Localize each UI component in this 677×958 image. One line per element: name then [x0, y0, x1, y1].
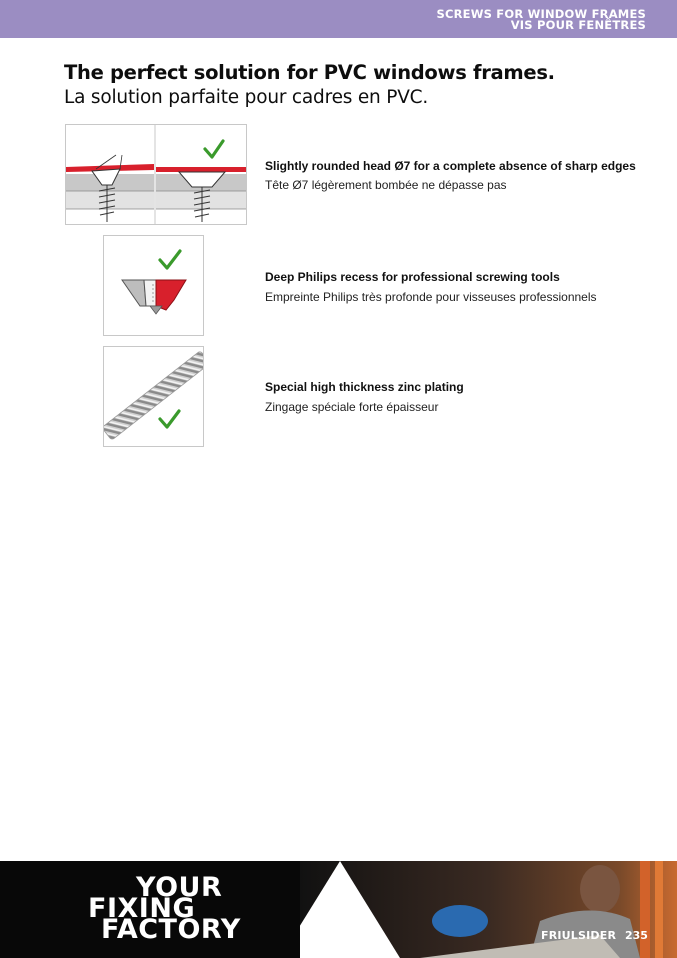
slogan-line-2: FIXING: [88, 893, 196, 924]
header-bar: [0, 0, 677, 38]
philips-recess-icon: [103, 235, 204, 336]
page-title-fr: La solution parfaite pour cadres en PVC.: [64, 87, 429, 108]
feature-3-title: Special high thickness zinc plating: [265, 380, 464, 394]
feature-2-title: Deep Philips recess for professional screwing tools: [265, 270, 560, 284]
page-title-en: The perfect solution for PVC windows frames.: [64, 61, 555, 84]
slogan-line-1: YOUR: [136, 872, 223, 903]
brand-logo: FRIULSIDER: [541, 929, 617, 942]
zinc-plated-thread-icon: [103, 346, 204, 447]
feature-3-subtitle: Zingage spéciale forte épaisseur: [265, 400, 439, 414]
screw-head-comparison-icon: [65, 124, 247, 225]
worker-photo: [300, 861, 677, 958]
header-category-en: SCREWS FOR WINDOW FRAMES: [436, 7, 646, 21]
footer-banner: [0, 861, 677, 958]
slogan-line-3: FACTORY: [101, 914, 241, 945]
feature-1-title: Slightly rounded head Ø7 for a complete absence of sharp edges: [265, 159, 636, 173]
header-category-fr: VIS POUR FENÊTRES: [510, 18, 646, 32]
feature-1-subtitle: Tête Ø7 légèrement bombée ne dépasse pas: [265, 178, 507, 192]
feature-2-subtitle: Empreinte Philips très profonde pour visseuses professionnels: [265, 290, 597, 304]
page-number: 235: [625, 929, 648, 942]
